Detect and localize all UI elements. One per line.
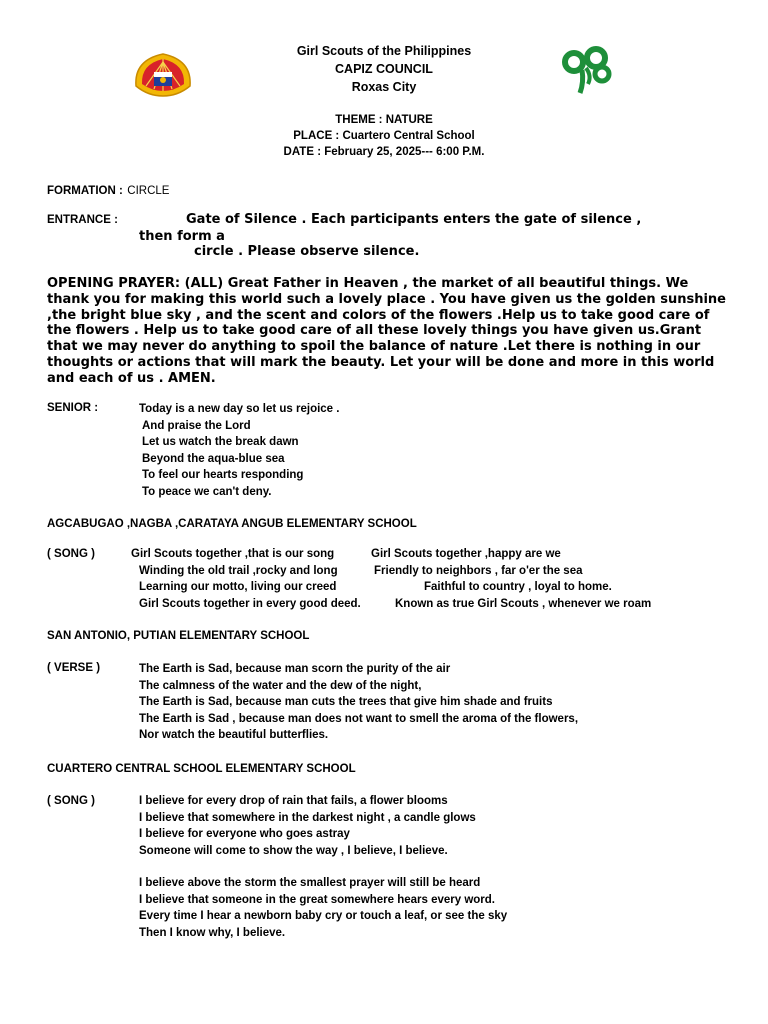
entrance-line-1: Gate of Silence . Each participants enters the gate of silence ,: [186, 212, 642, 227]
song-line: Winding the old trail ,rocky and long: [139, 564, 338, 577]
opening-prayer-text: Great Father in Heaven , the market of all beautiful things. We thank you for making this world such a lovely place . You have given us the golden sunshine ,the bright blue sky , and the scent and colors of the flowers .Help us to take good care of the flowers . Help us to take good care of all these lovely things you have given us.Grant that we may never do anything to spoil the balance of nature .Let there is nothing in our thoughts or actions that will mark the beauty. Let your will be done and more in this world and each of us . AMEN.: [47, 276, 726, 386]
song-line: Girl Scouts together in every good deed.: [139, 597, 361, 610]
theme-line: THEME : NATURE: [335, 114, 433, 126]
song-line: Someone will come to show the way , I believe, I believe.: [139, 844, 448, 857]
song-column-2: [371, 546, 651, 612]
verse-line: Today is a new day so let us rejoice .: [139, 403, 340, 415]
verse-line: Nor watch the beautiful butterflies.: [139, 729, 329, 742]
verse-line: The Earth is Sad, because man cuts the trees that give him shade and fruits: [139, 696, 553, 709]
verse-line: The calmness of the water and the dew of the night,: [139, 679, 422, 692]
verse-block: [139, 661, 578, 744]
song-stanza-2: [139, 875, 507, 941]
song-stanza-1: [139, 793, 476, 859]
song-line: Then I know why, I believe.: [139, 926, 286, 939]
formation-label: FORMATION :: [47, 185, 123, 197]
place-line: PLACE : Cuartero Central School: [293, 130, 475, 142]
verse-label: ( VERSE ): [47, 662, 101, 674]
city-name: Roxas City: [351, 80, 417, 94]
verse-line: The Earth is Sad, because man scorn the purity of the air: [139, 663, 451, 675]
org-name: Girl Scouts of the Philippines: [296, 44, 472, 58]
school-heading: CUARTERO CENTRAL SCHOOL ELEMENTARY SCHOOL: [47, 763, 356, 775]
song-column-1: [131, 546, 361, 612]
song-label: ( SONG ): [47, 548, 95, 560]
song-line: Learning our motto, living our creed: [139, 581, 337, 594]
song-line: I believe for every drop of rain that fails, a flower blooms: [139, 795, 448, 807]
senior-label: SENIOR :: [47, 402, 99, 414]
song-line: I believe that somewhere in the darkest night , a candle glows: [139, 811, 476, 824]
verse-line: Let us watch the break dawn: [142, 436, 299, 449]
song-line: Faithful to country , loyal to home.: [424, 581, 612, 594]
formation-value: CIRCLE: [127, 185, 170, 197]
song-line: Girl Scouts together ,that is our song: [131, 548, 335, 560]
song-label: ( SONG ): [47, 795, 95, 807]
formation-line: [47, 181, 169, 199]
song-line: Known as true Girl Scouts , whenever we roam: [395, 597, 652, 610]
entrance-line-3: circle . Please observe silence.: [194, 244, 420, 259]
song-line: Girl Scouts together ,happy are we: [371, 548, 561, 560]
council-name: CAPIZ COUNCIL: [335, 62, 433, 76]
senior-verse: [139, 401, 339, 501]
verse-line: Beyond the aqua-blue sea: [142, 452, 285, 465]
verse-line: And praise the Lord: [142, 419, 251, 432]
school-heading: AGCABUGAO ,NAGBA ,CARATAYA ANGUB ELEMENTARY SCHOOL: [47, 518, 417, 530]
song-line: Every time I hear a newborn baby cry or touch a leaf, or see the sky: [139, 910, 508, 923]
verse-line: The Earth is Sad , because man does not want to smell the aroma of the flowers,: [139, 712, 579, 725]
song-line: I believe for everyone who goes astray: [139, 828, 350, 841]
song-line: I believe that someone in the great somewhere hears every word.: [139, 893, 495, 906]
opening-prayer: [47, 276, 727, 387]
song-line: I believe above the storm the smallest prayer will still be heard: [139, 877, 481, 889]
entrance-label: ENTRANCE :: [47, 214, 118, 226]
date-line: DATE : February 25, 2025--- 6:00 P.M.: [283, 146, 485, 158]
entrance-line-2: then form a: [139, 229, 225, 244]
verse-line: To peace we can't deny.: [142, 485, 272, 498]
verse-line: To feel our hearts responding: [142, 469, 304, 482]
school-heading: SAN ANTONIO, PUTIAN ELEMENTARY SCHOOL: [47, 630, 310, 642]
song-line: Friendly to neighbors , far o'er the sea: [374, 564, 583, 577]
opening-prayer-label: OPENING PRAYER: (ALL): [47, 276, 224, 291]
